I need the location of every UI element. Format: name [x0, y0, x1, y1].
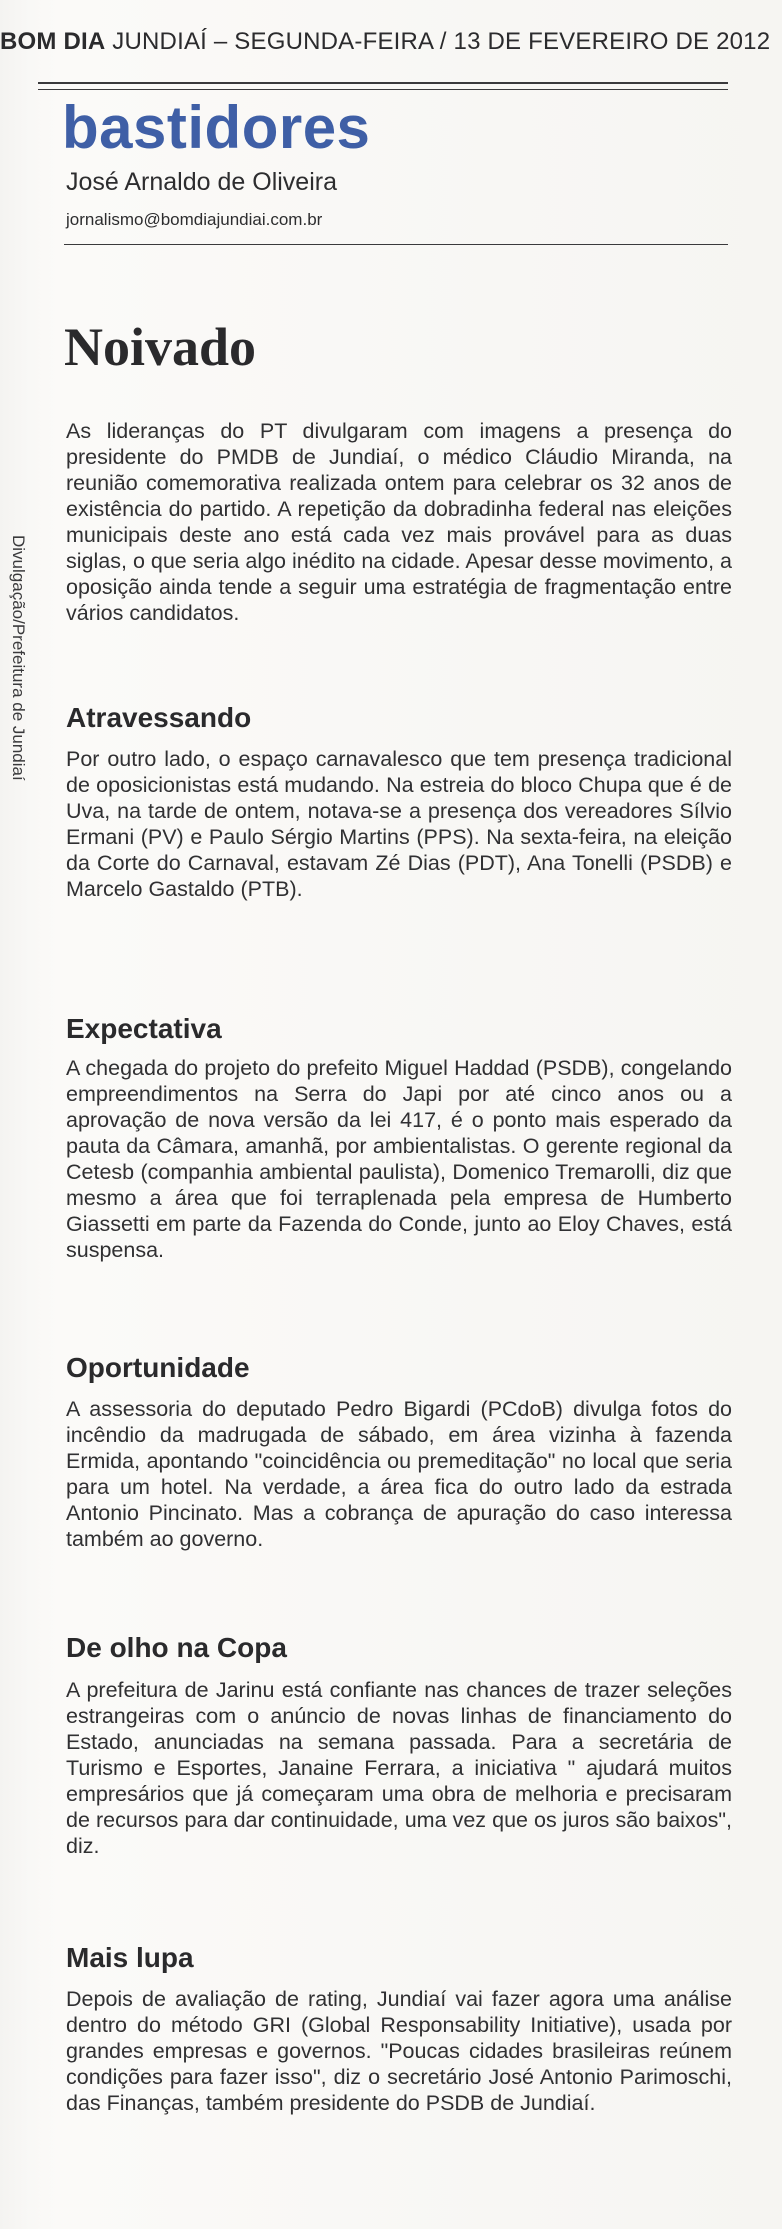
column-title: bastidores [62, 94, 371, 161]
column-author: José Arnaldo de Oliveira [66, 168, 337, 196]
section-title-atravessando: Atravessando [66, 702, 252, 733]
page-header [0, 28, 771, 56]
section-title-expectativa: Expectativa [66, 1013, 222, 1044]
paper-name: BOM DIA [0, 28, 106, 55]
section-text-atravessando: Por outro lado, o espaço carnavalesco que tem presença tradicional de oposicionistas está mudando. Na estreia do bloco Chupa que é de Uva, na tarde de ontem, notava-se a presença dos vereadores Sílvio Ermani (PV) e Paulo Sérgio Martins (PPS). Na sexta-feira, na eleição da Corte do Carnaval, estavam Zé Dias (PDT), Ana Tonelli (PSDB) e Marcelo Gastaldo (PTB). [66, 747, 732, 901]
byline-rule [64, 244, 728, 245]
section-title-oportunidade: Oportunidade [66, 1352, 250, 1383]
header-rule-top [38, 82, 728, 84]
main-headline: Noivado [64, 317, 257, 377]
section-text-de-olho-na-copa: A prefeitura de Jarinu está confiante nas chances de trazer seleções estrangeiras com o anúncio de novas linhas de financiamento do Estado, anunciadas na semana passada. Para a secretária de Turismo e Esportes, Janaine Ferrara, a iniciativa " ajudará muitos empresários que já começaram uma obra de melhoria e precisaram de recursos para dar continuidade, uma vez que os juros são baixos", diz. [66, 1678, 732, 1858]
edition-date: JUNDIAÍ – SEGUNDA-FEIRA / 13 DE FEVEREIRO DE 2012 [112, 28, 771, 55]
photo-credit: Divulgação/Prefeitura de Jundiaí [9, 535, 28, 781]
section-text-mais-lupa: Depois de avaliação de rating, Jundiaí vai fazer agora uma análise dentro do método GRI (Global Responsability Initiative), usada por grandes empresas e governos. "Poucas cidades brasileiras reúnem condições para fazer isso", diz o secretário José Antonio Parimoschi, das Finanças, também presidente do PSDB de Jundiaí. [66, 1987, 732, 2115]
section-title-de-olho-na-copa: De olho na Copa [66, 1632, 287, 1663]
section-text-expectativa: A chegada do projeto do prefeito Miguel Haddad (PSDB), congelando empreendimentos na Serra do Japi por até cinco anos ou a aprovação de nova versão da lei 417, é o ponto mais esperado da pauta da Câmara, amanhã, por ambientalistas. O gerente regional da Cetesb (companhia ambiental paulista), Domenico Tremarolli, diz que mesmo a área que foi terraplenada pela empresa de Humberto Giassetti em parte da Fazenda do Conde, junto ao Eloy Chaves, está suspensa. [66, 1056, 732, 1262]
main-article-text: As lideranças do PT divulgaram com imagens a presença do presidente do PMDB de Jundiaí, o médico Cláudio Miranda, na reunião comemorativa realizada ontem para celebrar os 32 anos de existência do partido. A repetição da dobradinha federal nas eleições municipais deste ano está cada vez mais provável para as duas siglas, o que seria algo inédito na cidade. Apesar desse movimento, a oposição ainda tende a seguir uma estratégia de fragmentação entre vários candidatos. [66, 419, 732, 625]
section-text-oportunidade: A assessoria do deputado Pedro Bigardi (PCdoB) divulga fotos do incêndio da madrugada de sábado, em área vizinha à fazenda Ermida, apontando "coincidência ou premeditação" no local que seria para um hotel. Na verdade, a área fica do outro lado da estrada Antonio Pincinato. Mas a cobrança de apuração do caso interessa também ao governo. [66, 1397, 732, 1551]
section-title-mais-lupa: Mais lupa [66, 1942, 194, 1973]
author-email: jornalismo@bomdiajundiai.com.br [66, 210, 323, 229]
header-rule-bottom [38, 89, 728, 90]
